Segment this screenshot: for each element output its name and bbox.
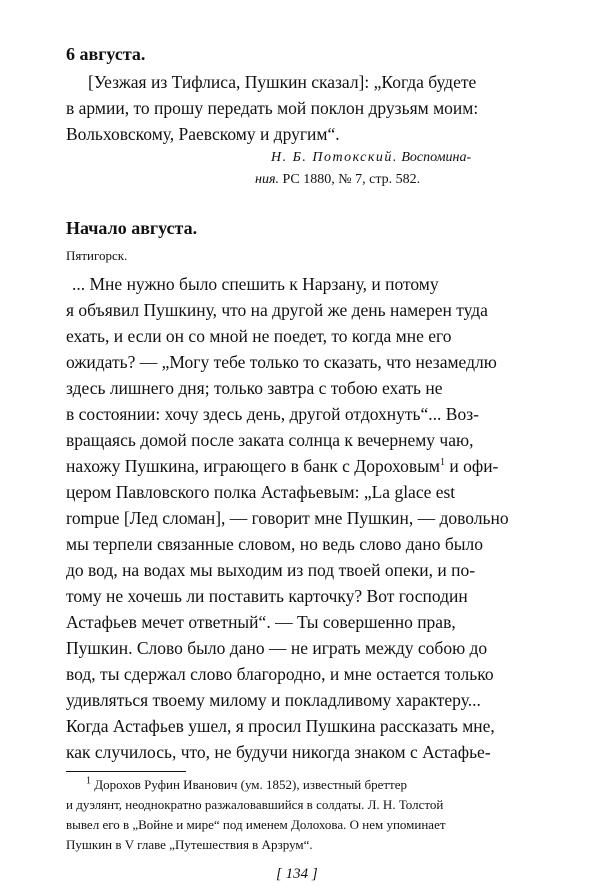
body-line: здесь лишнего дня; только завтра с тобою ехать не [66,378,443,398]
body-line: до вод, на водах мы выходим из под твоей опеки, и по- [66,560,476,580]
body-line: вращаясь домой после заката солнца к вечернему чаю, [66,430,474,450]
body-line: ... Мне нужно было спешить к Нарзану, и потому [72,274,439,294]
body-line: цером Павловского полка Астафьевым: „La glace est [66,482,456,502]
body-line: вод, ты сдержал слово благородно, и мне остается только [66,664,494,684]
quote-line: Вольховскому, Раевскому и другим“. [66,124,340,144]
source-reference [271,150,471,166]
body-line: удивляться твоему милому и покладливому характеру... [66,690,481,710]
footnote-line-text: Дорохов Руфин Иванович (ум. 1852), известный бреттер [94,777,407,792]
page-number: [ 134 ] [276,866,318,882]
body-line: я объявил Пушкину, что на другой же день намерен туда [66,300,488,320]
place-name: Пятигорск. [66,248,128,263]
source-citation: РС 1880, № 7, стр. 582. [282,172,421,187]
body-line: Астафьев мечет ответный“. — Ты совершенно прав, [66,612,456,632]
source-author: Н. Б. Потокский. [271,150,398,165]
footnote-line: вывел его в „Войне и мире“ под именем Долохова. О нем упоминает [66,817,446,832]
body-line: rompue [Лед сломан], — говорит мне Пушкин, — довольно [66,508,509,528]
body-line: Пушкин. Слово было дано — не играть между собою до [66,638,488,658]
body-line: ожидать? — „Могу тебе только то сказать, что незамедлю [66,352,497,372]
source-work-title-cont: ния. [255,172,279,187]
body-line-with-footnote [66,456,498,477]
quote-line: [Уезжая из Тифлиса, Пушкин сказал]: „Когда будете [88,72,477,92]
source-reference-cont [255,172,420,188]
footnote-number: 1 [86,775,91,787]
body-line: ехать, и если он со мной не поедет, то когда мне его [66,326,452,346]
footnote-line [86,777,407,793]
footnote-divider [66,771,186,772]
body-line: мы терпели связанные словом, но ведь слово дано было [66,534,484,554]
footnote-line: и дуэлянт, неоднократно разжаловавшийся в солдаты. Л. Н. Толстой [66,797,444,812]
section-heading-early-august: Начало августа. [66,218,198,238]
footnote-line: Пушкин в V главе „Путешествия в Арзрум“. [66,837,313,852]
body-line: Когда Астафьев ушел, я просил Пушкина рассказать мне, [66,716,495,736]
body-line: как случилось, что, не будучи никогда знаком с Астафье- [66,742,491,762]
source-work-title: Воспомина- [401,150,472,165]
body-line: в состоянии: хочу здесь день, другой отдохнуть“... Воз- [66,404,479,424]
section-heading-6-august: 6 августа. [66,44,146,64]
footnote-marker: 1 [439,457,445,469]
body-line-text-cont: и офи- [449,456,499,476]
body-line-text: нахожу Пушкина, играющего в банк с Дороховым [66,456,440,476]
quote-line: в армии, то прошу передать мой поклон друзьям моим: [66,98,479,118]
body-line: тому не хочешь ли поставить карточку? Вот господин [66,586,468,606]
